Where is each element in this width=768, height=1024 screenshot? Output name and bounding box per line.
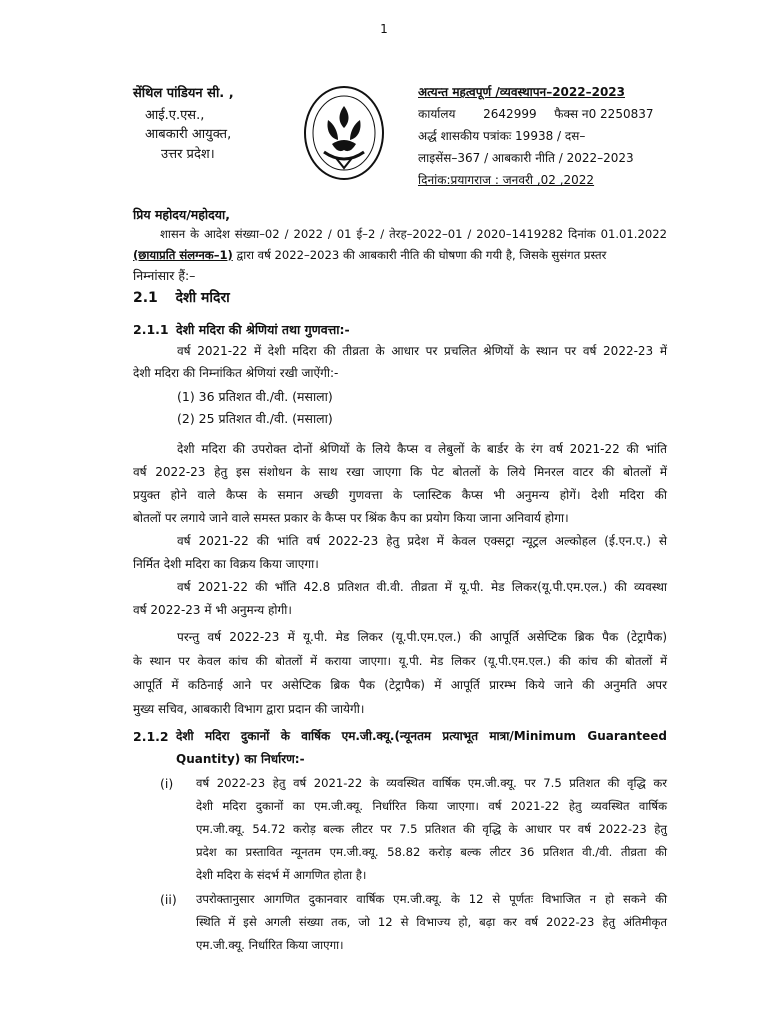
para-5-line-3: आपूर्ति में कठिनाई आने पर असेप्टिक ब्रिक पैक (टेट्रापैक) में आपूर्ति प्रारम्भ किये जाने की अनुमति अपर xyxy=(133,678,667,692)
priority-line: अत्यन्त महत्वपूर्ण /व्यवस्थापन–2022–2023 xyxy=(418,85,625,99)
item-i-line-5: देशी मदिरा के संदर्भ में आगणित होता है। xyxy=(196,868,367,882)
intro-line-3: निम्नांसार हैं:– xyxy=(133,268,196,283)
sender-designation: आबकारी आयुक्त, xyxy=(145,127,232,142)
office-label: कार्यालय xyxy=(418,107,456,121)
sender-state: उत्तर प्रदेश। xyxy=(161,147,215,162)
office-contact xyxy=(418,104,654,125)
para-5-line-4: मुख्य सचिव, आबकारी विभाग द्वारा प्रदान की जायेगी। xyxy=(133,702,365,716)
category-item-1: (1) 36 प्रतिशत वी./वी. (मसाला) xyxy=(177,389,333,404)
item-ii-line-3: एम.जी.क्यू. निर्धारित किया जाएगा। xyxy=(196,938,344,952)
fax-number: 2250837 xyxy=(600,107,654,121)
item-i-line-2: देशी मदिरा दुकानों का एम.जी.क्यू. निर्धारित किया जाएगा। वर्ष 2021-22 हेतु व्यवस्थित वार्षिक xyxy=(196,799,667,813)
salutation: प्रिय महोदय/महोदया, xyxy=(133,207,230,222)
section-title: देशी मदिरा xyxy=(175,290,230,306)
item-ii-marker: (ii) xyxy=(160,892,177,907)
para-3-line-2: निर्मित देशी मदिरा का विक्रय किया जाएगा। xyxy=(133,557,319,571)
item-i-line-4: प्रदेश का प्रस्तावित न्यूनतम एम.जी.क्यू. 58.82 करोड़ बल्क लीटर 36 प्रतिशत वी./वी. तीव्रता की xyxy=(196,845,667,859)
intro-line-2-rest: द्वारा वर्ष 2022–2023 की आबकारी नीति की घोषणा की गयी है, जिसके सुसंगत प्रस्तर xyxy=(232,248,607,262)
para-1-line-2: देशी मदिरा की निम्नांकित श्रेणियां रखी जाऐंगी:- xyxy=(133,366,339,380)
para-4-line-1: वर्ष 2021-22 की भाँति 42.8 प्रतिशत वी.वी. तीव्रता में यू.पी. मेड लिकर(यू.पी.एम.एल.) की व्यवस्था xyxy=(177,580,667,594)
para-2-line-1: देशी मदिरा की उपरोक्त दोनों श्रेणियों के लिये कैप्स व लेबुलों के बार्डर के रंग वर्ष 2021-22 की भांति xyxy=(177,442,667,456)
page-number: 1 xyxy=(380,22,388,36)
item-ii-line-2: स्थिति में इसे अगली संख्या तक, जो 12 से विभाज्य हो, बढ़ा कर वर्ष 2022-23 हेतु अंतिमीकृत xyxy=(196,915,667,929)
subsection-2-1-2-number: 2.1.2 xyxy=(133,729,169,744)
sender-service: आई.ए.एस., xyxy=(145,108,205,123)
para-5-line-1: परन्तु वर्ष 2022-23 में यू.पी. मेड लिकर (यू.पी.एम.एल.) की आपूर्ति असेप्टिक ब्रिक पैक (टेट्रापैक) xyxy=(177,630,667,644)
para-2-line-2: वर्ष 2022-23 हेतु इस संशोधन के साथ रखा जाएगा कि पेट बोतलों के लिये मिनरल वाटर की बोतलों में xyxy=(133,465,667,479)
reference-line-2: लाइसेंस–367 / आबकारी नीति / 2022–2023 xyxy=(418,151,634,165)
subsection-2-1-2-title-line-1: देशी मदिरा दुकानों के वार्षिक एम.जी.क्यू.(न्यूनतम प्रत्याभूत मात्रा/Minimum Guaranteed xyxy=(176,729,667,743)
para-2-line-4: बोतलों पर लगाये जाने वाले समस्त प्रकार के कैप्स पर श्रिंक कैप का प्रयोग किया जाना अनिवार्य होगा। xyxy=(133,511,569,525)
attachment-note: (छायाप्रति संलग्नक–1) xyxy=(133,248,233,262)
item-i-line-1: वर्ष 2022-23 हेतु वर्ष 2021-22 के व्यवस्थित वार्षिक एम.जी.क्यू. पर 7.5 प्रतिशत की वृद्धि कर xyxy=(196,776,667,790)
office-phone: 2642999 xyxy=(483,107,537,121)
item-i-marker: (i) xyxy=(160,776,174,791)
subsection-2-1-1-title: देशी मदिरा की श्रेणियां तथा गुणवत्ता:- xyxy=(176,322,350,337)
item-ii-line-1: उपरोक्तानुसार आगणित दुकानवार वार्षिक एम.जी.क्यू. के 12 से पूर्णतः विभाजित न हो सकने की xyxy=(196,892,667,906)
intro-line-2 xyxy=(133,244,667,267)
para-2-line-3: प्रयुक्त होने वाले कैप्स के समान अच्छी गुणवत्ता के प्लास्टिक कैप्स भी अनुमन्य होगें। देशी मदिरा की xyxy=(133,488,667,502)
fax-label: फैक्स न0 xyxy=(554,107,597,121)
para-1-line-1: वर्ष 2021-22 में देशी मदिरा की तीव्रता के आधार पर प्रचलित श्रेणियों के स्थान पर वर्ष 2022-23 में xyxy=(177,344,667,358)
item-i-line-3: एम.जी.क्यू. 54.72 करोड़ बल्क लीटर पर 7.5 प्रतिशत की वृद्धि के आधार पर वर्ष 2022-23 हेतु xyxy=(196,822,667,836)
subsection-2-1-2-title-line-2: Quantity) का निर्धारण:- xyxy=(176,752,305,766)
intro-line-1: शासन के आदेश संख्या–02 / 2022 / 01 ई–2 / तेरह–2022–01 / 2020–1419282 दिनांक 01.01.2022 xyxy=(160,227,667,241)
para-3-line-1: वर्ष 2021-22 की भांति वर्ष 2022-23 हेतु प्रदेश में केवल एक्सट्रा न्यूट्रल अल्कोहल (ई.एन.ए.) से xyxy=(177,534,667,548)
date-line: दिनांक:प्रयागराज : जनवरी ,02 ,2022 xyxy=(418,173,595,187)
para-5-line-2: के स्थान पर केवल कांच की बोतलों में कराया जाएगा। यू.पी. मेड लिकर (यू.पी.एम.एल.) की कांच की बोतलों में xyxy=(133,654,667,668)
reference-line-1: अर्द्ध शासकीय पत्रांकः 19938 / दस– xyxy=(418,129,586,143)
up-government-seal-icon xyxy=(302,84,386,182)
para-4-line-2: वर्ष 2022-23 में भी अनुमन्य होगी। xyxy=(133,603,292,617)
category-item-2: (2) 25 प्रतिशत वी./वी. (मसाला) xyxy=(177,411,333,426)
section-number: 2.1 xyxy=(133,290,158,306)
sender-name: सेंथिल पांडियन सी. , xyxy=(133,86,234,101)
section-2-1-heading xyxy=(133,288,230,307)
subsection-2-1-1-number: 2.1.1 xyxy=(133,322,169,337)
